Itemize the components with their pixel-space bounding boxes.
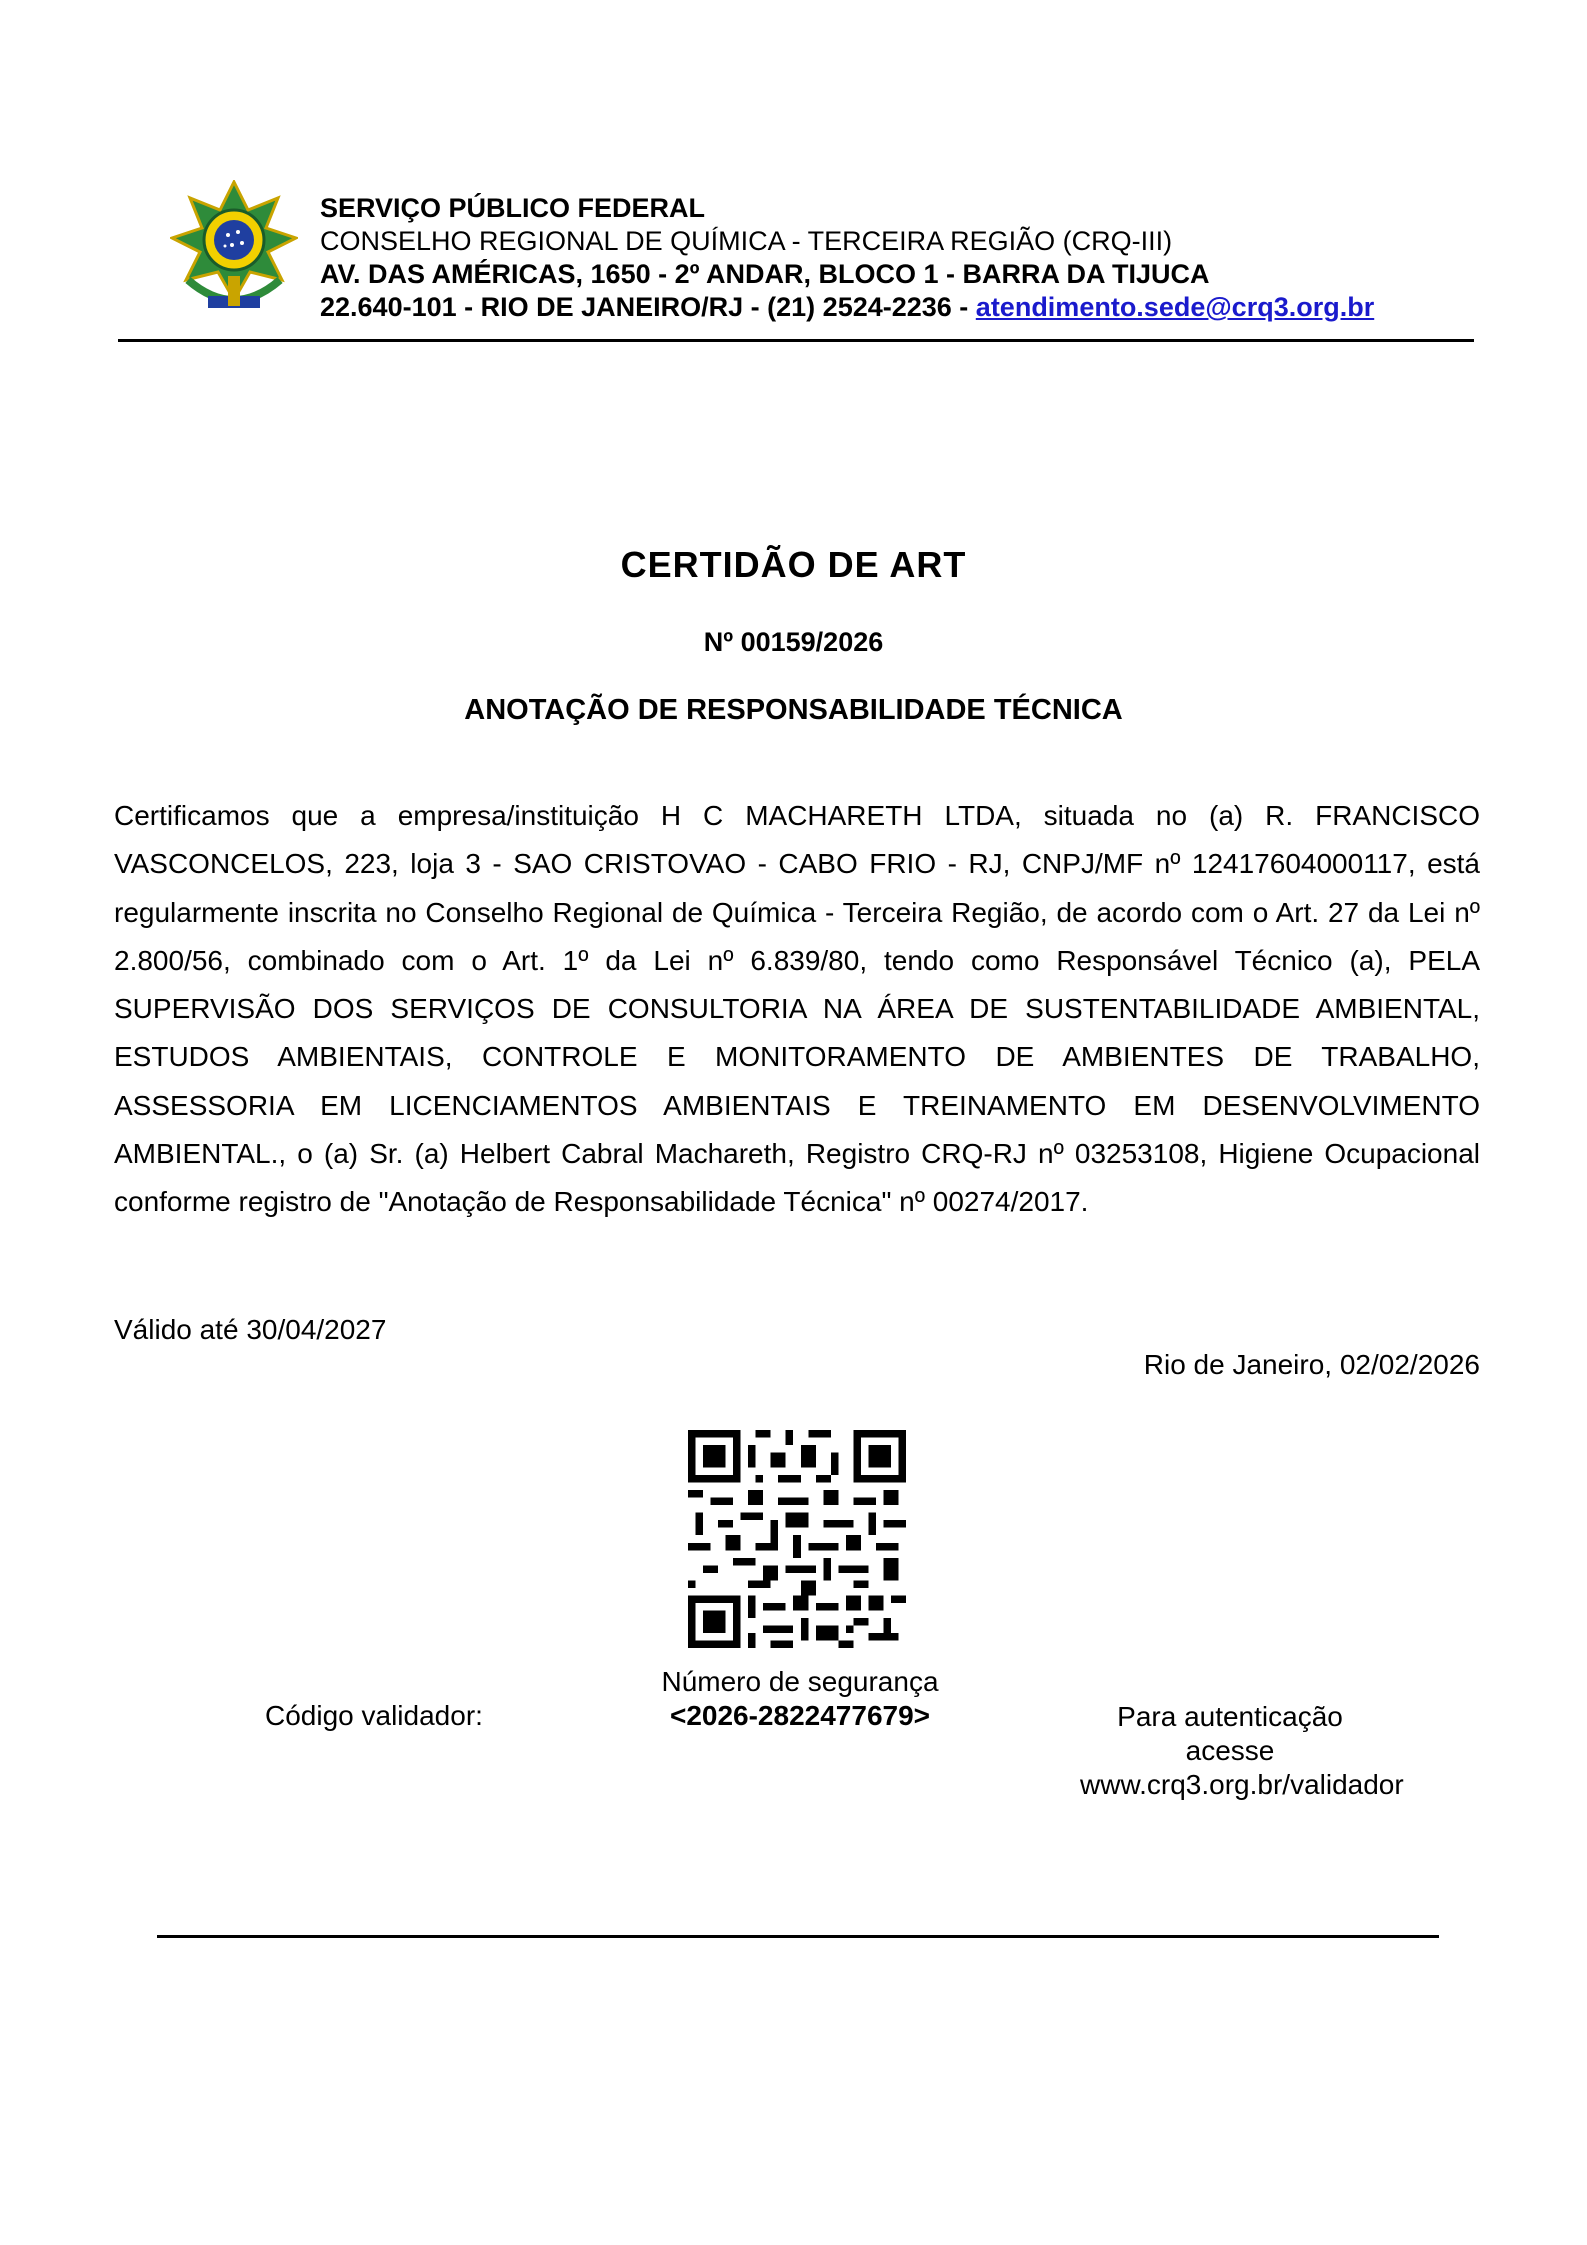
validator-code-label: Código validador: [265,1700,483,1731]
validator-url[interactable]: www.crq3.org.br/validador [1080,1769,1404,1800]
certificate-body: Certificamos que a empresa/instituição H C MACHARETH LTDA, situada no (a) R. FRANCISCO VASCONCELOS, 223, loja 3 - SAO CRISTOVAO - CABO FRIO - RJ, CNPJ/MF nº 12417604000117, está regularmente inscrita no Conselho Regional de Química - Terceira Região, de acordo com o Art. 27 da Lei nº 2.800/56, combinado com o Art. 1º da Lei nº 6.839/80, tendo como Responsável Técnico (a), PELA SUPERVISÃO DOS SERVIÇOS DE CONSULTORIA NA ÁREA DE SUSTENTABILIDADE AMBIENTAL, ESTUDOS AMBIENTAIS, CONTROLE E MONITORAMENTO DE AMBIENTES DE TRABALHO, ASSESSORIA EM LICENCIAMENTOS AMBIENTAIS E TREINAMENTO EM DESENVOLVIMENTO AMBIENTAL., o (a) Sr. (a) Helbert Cabral Machareth, Registro CRQ-RJ nº 03253108, Higiene Ocupacional conforme registro de "Anotação de Responsabilidade Técnica" nº 00274/2017. [114,800,1480,1218]
place-date: Rio de Janeiro, 02/02/2026 [1143,1349,1480,1380]
valid-until: Válido até 30/04/2027 [114,1314,387,1345]
document-number: Nº 00159/2026 [703,627,884,657]
header-council-line: CONSELHO REGIONAL DE QUÍMICA - TERCEIRA REGIÃO (CRQ-III) [320,226,1173,256]
document-subtitle: ANOTAÇÃO DE RESPONSABILIDADE TÉCNICA [464,694,1123,726]
authentication-instruction: Para autenticação acesse [1117,1701,1343,1766]
brazil-coat-of-arms-icon [170,180,298,320]
document-title: CERTIDÃO DE ART [620,544,967,585]
qr-code-icon [688,1430,906,1648]
signature-line [157,1935,1439,1938]
email-link[interactable]: atendimento.sede@crq3.org.br [975,292,1375,322]
header-divider [118,339,1474,342]
letterhead [170,180,1480,340]
security-number-label: Número de segurança [661,1666,939,1697]
header-address-line: AV. DAS AMÉRICAS, 1650 - 2º ANDAR, BLOCO 1 - BARRA DA TIJUCA [320,259,1210,289]
header-contact-line: 22.640-101 - RIO DE JANEIRO/RJ - (21) 2524-2236 - [320,292,976,322]
header-service-line: SERVIÇO PÚBLICO FEDERAL [320,193,706,223]
authentication-info [1080,1700,1404,1802]
security-number-value: <2026-2822477679> [669,1700,931,1731]
